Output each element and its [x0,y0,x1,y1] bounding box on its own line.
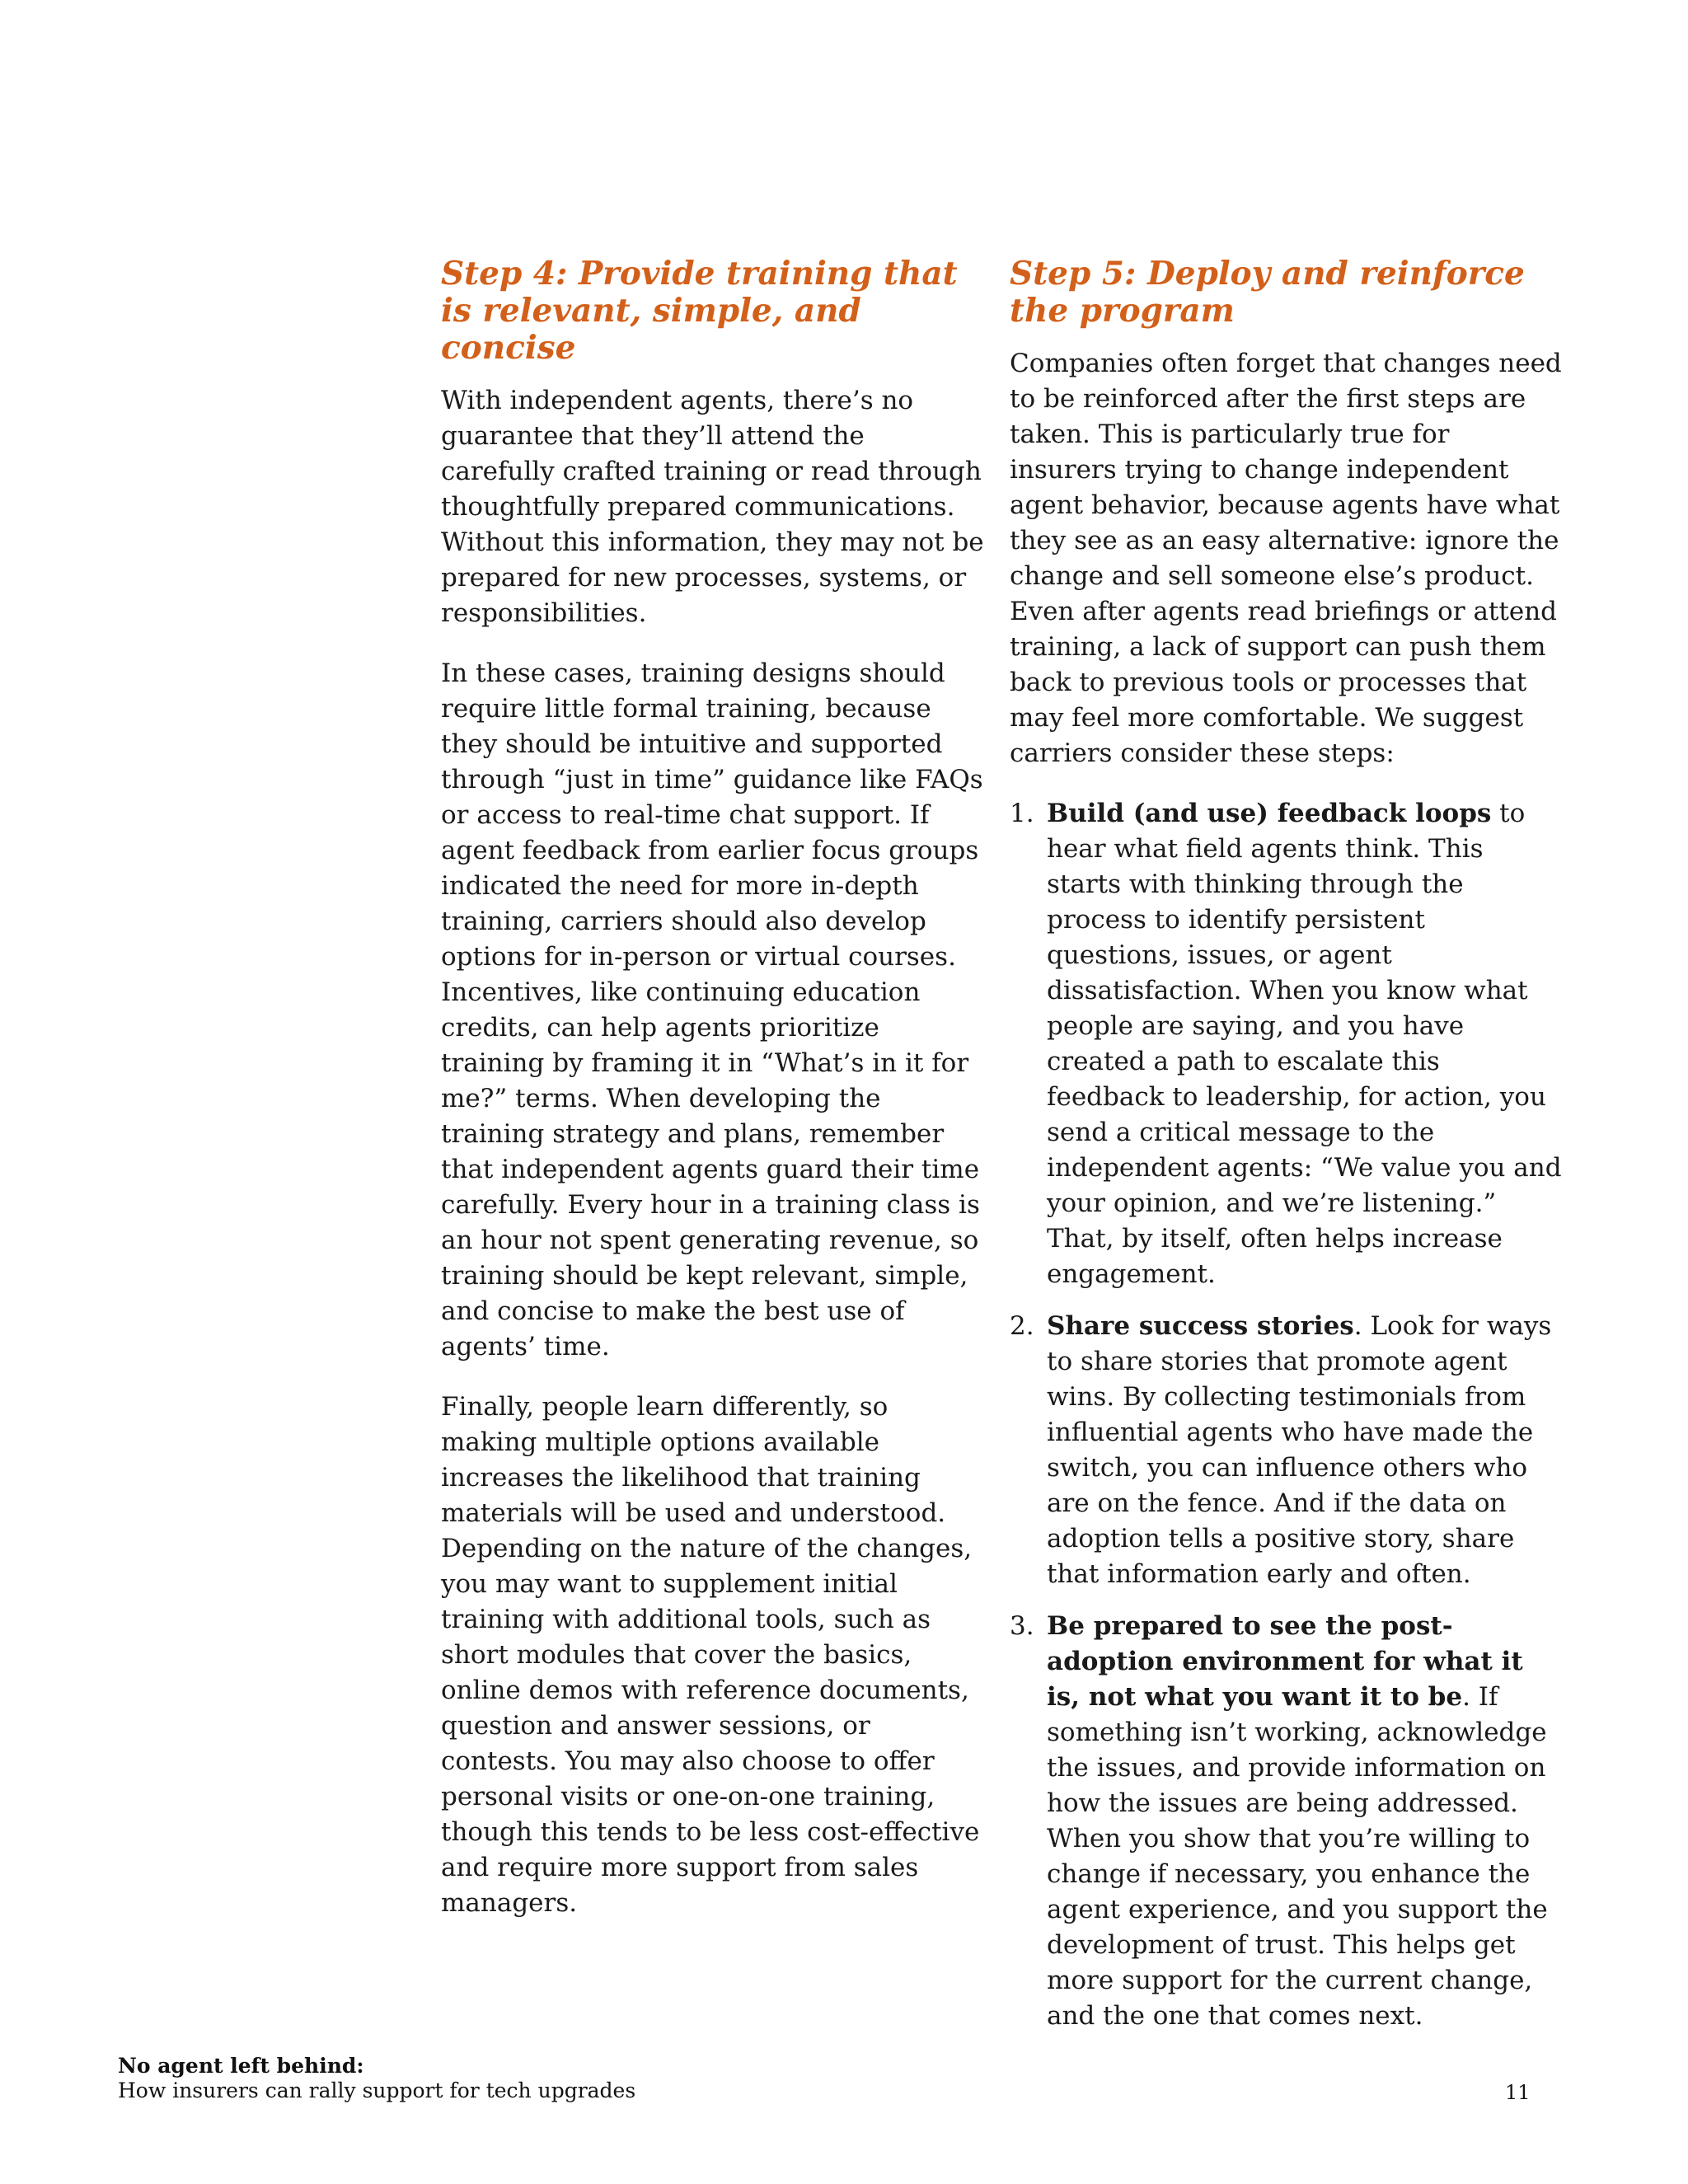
step-4-section [441,255,985,1946]
list-item [1010,1309,1562,1592]
list-item-text: . If something isn’t working, acknowledge the issues, and provide information on how the issues are being addressed. When you show that you’re willing to change if necessary, you enhance the agent experience, and you support the development of trust. This helps get more support for the current change, and the one that comes next. [1047,1682,1548,2031]
step-5-section [1010,255,1562,2050]
list-item-text: . Look for ways to share stories that promote agent wins. By collecting testimonials from influential agents who have made the switch, you can influence others who are on the fence. And if the data on adoption tells a positive story, share that information early and often. [1047,1311,1552,1589]
footer-subtitle: How insurers can rally support for tech upgrades [118,2079,636,2102]
list-item-number: 3. [1010,1611,1034,1641]
list-item-bold-lead: Be prepared to see the post-adoption environment for what it is, not what you want it to be [1047,1611,1523,1712]
step-5-intro: Companies often forget that changes need to be reinforced after the first steps are taken. This is particularly true for insurers trying to change independent agent behavior, because agents have what they see as an easy alternative: ignore the change and sell someone else’s product. Even after agents read briefings or attend training, a lack of support can push them back to previous tools or processes that may feel more comfortable. We suggest carriers consider these steps: [1010,349,1562,768]
page-number: 11 [1505,2081,1531,2104]
step-4-paragraph-1: With independent agents, there’s no guarantee that they’ll attend the carefully crafted training or read through thoughtfully prepared communications. Without this information, they may not be prepared for new processes, systems, or responsibilities. [441,386,984,628]
step-4-heading: Step 4: Provide training that is relevant, simple, and concise [441,255,958,367]
step-4-paragraph-3: Finally, people learn differently, so making multiple options available increases the likelihood that training materials will be used and understood. Depending on the nature of the changes, you may want to supplement initial training with additional tools, such as short modules that cover the basics, online demos with reference documents, question and answer sessions, or contests. You may also choose to offer personal visits or one-on-one training, though this tends to be less cost-effective and require more support from sales managers. [441,1392,980,1918]
list-item-bold-lead: Share success stories [1047,1311,1354,1341]
list-item-number: 2. [1010,1311,1034,1341]
page-footer [118,2054,635,2103]
list-item-number: 1. [1010,799,1034,828]
list-item-bold-lead: Build (and use) feedback loops [1047,799,1492,828]
footer-title: No agent left behind: [118,2054,364,2078]
list-item [1010,1609,1562,2034]
list-item-text: to hear what field agents think. This starts with thinking through the process to identify persistent questions, issues, or agent dissatisfaction. When you know what people are saying, and you have created a path to escalate this feedback to leadership, for action, you send a critical message to the independent agents: “We value you and your opinion, and we’re listening.” That, by itself, often helps increase engagement. [1047,799,1562,1289]
step-4-paragraph-2: In these cases, training designs should require little formal training, because they should be intuitive and supported through “just in time” guidance like FAQs or access to real-time chat support. If agent feedback from earlier focus groups indicated the need for more in-depth training, carriers should also develop options for in-person or virtual courses. Incentives, like continuing education credits, can help agents prioritize training by framing it in “What’s in it for me?” terms. When developing the training strategy and plans, remember that independent agents guard their time carefully. Every hour in a training class is an hour not spent generating revenue, so training should be kept relevant, simple, and concise to make the best use of agents’ time. [441,658,983,1361]
step-5-heading: Step 5: Deploy and reinforce the program [1010,255,1525,330]
step-5-list [1010,796,1562,2034]
list-item [1010,796,1562,1292]
